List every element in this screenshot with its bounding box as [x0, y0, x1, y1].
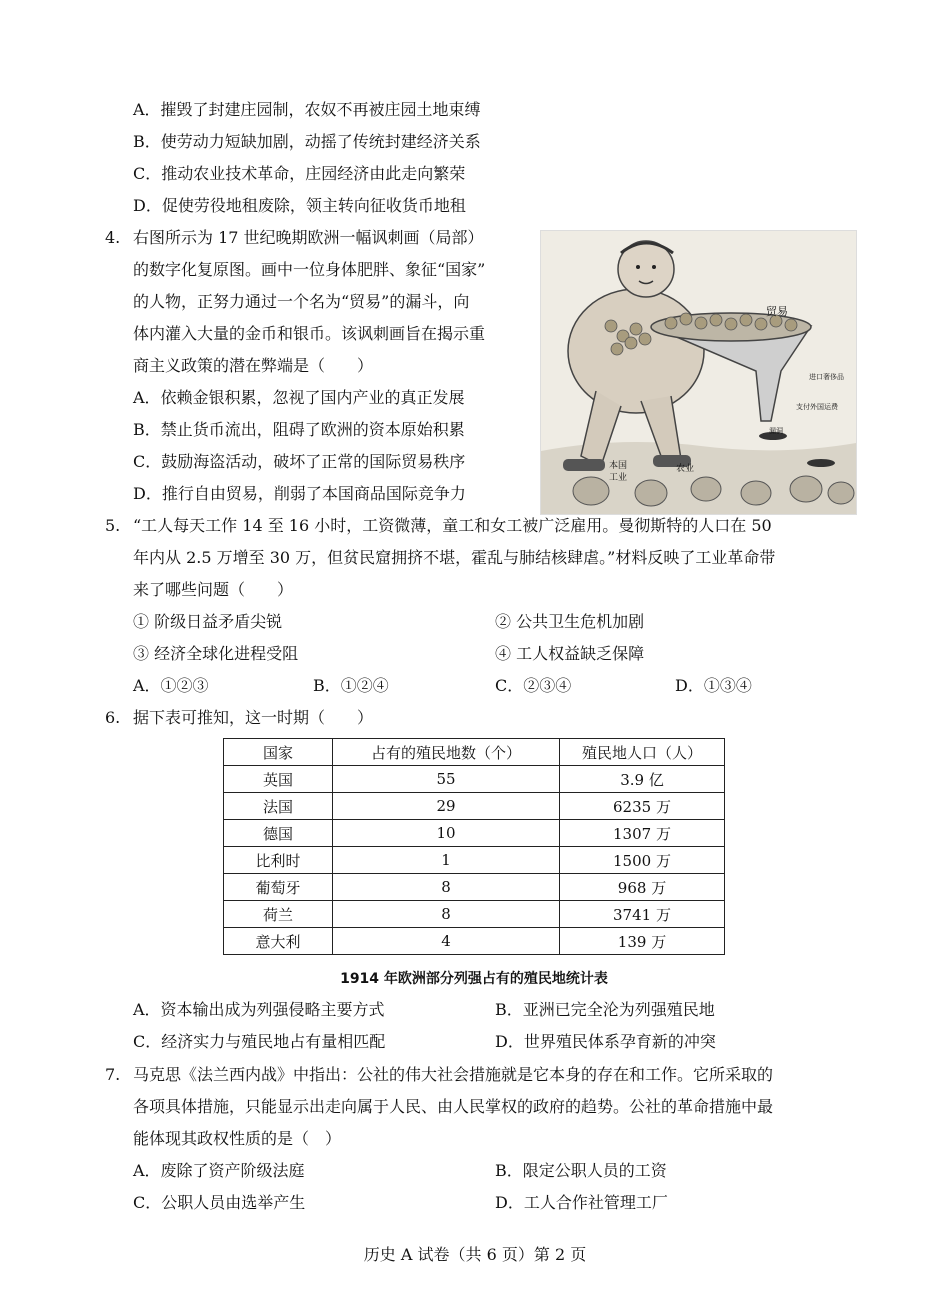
q3-option-c: C．推动农业技术革命，庄园经济由此走向繁荣	[133, 164, 466, 183]
q6-option-d: D．世界殖民体系孕育新的冲突	[495, 1032, 716, 1051]
q7-stem-line-1: 马克思《法兰西内战》中指出：公社的伟大社会措施就是它本身的存在和工作。它所采取的	[133, 1065, 774, 1084]
q5-stem-line-2: 年内从 2.5 万增至 30 万，但贫民窟拥挤不堪，霍乱与肺结核肆虐。”材料反映了工业革命带	[133, 548, 776, 567]
q7-option-b: B．限定公职人员的工资	[495, 1161, 667, 1180]
q4-option-c: C．鼓励海盗活动，破坏了正常的国际贸易秩序	[133, 452, 466, 471]
table-caption: 1914 年欧洲部分列强占有的殖民地统计表	[340, 971, 608, 987]
q3-option-a: A．摧毁了封建庄园制，农奴不再被庄园土地束缚	[133, 100, 481, 119]
table-header-country: 国家	[224, 739, 333, 766]
table-row	[224, 766, 725, 793]
q7-option-d: D．工人合作社管理工厂	[495, 1193, 668, 1212]
table-cell-country: 德国	[224, 820, 333, 847]
table-cell-population: 968 万	[560, 874, 725, 901]
q6-option-a: A．资本输出成为列强侵略主要方式	[133, 1000, 385, 1019]
q5-item-4: ④ 工人权益缺乏保障	[495, 644, 645, 663]
table-cell-colonies: 10	[333, 820, 560, 847]
figure-label-agri: 农业	[676, 464, 695, 474]
q5-number: 5.	[105, 516, 121, 535]
q4-option-d: D．推行自由贸易，削弱了本国商品国际竞争力	[133, 484, 466, 503]
q4-stem-line-4: 体内灌入大量的金币和银币。该讽刺画旨在揭示重	[133, 324, 486, 343]
q6-option-c: C．经济实力与殖民地占有量相匹配	[133, 1032, 386, 1051]
colony-table	[223, 738, 725, 955]
table-header-population: 殖民地人口（人）	[560, 739, 725, 766]
table-cell-country: 比利时	[224, 847, 333, 874]
q5-option-b: B．①②④	[313, 676, 389, 695]
figure-label-industry: 工业	[609, 473, 628, 483]
table-cell-population: 139 万	[560, 928, 725, 955]
table-cell-population: 1500 万	[560, 847, 725, 874]
q5-item-3: ③ 经济全球化进程受阻	[133, 644, 299, 663]
table-cell-colonies: 4	[333, 928, 560, 955]
table-header-colonies: 占有的殖民地数（个）	[333, 739, 560, 766]
table-cell-country: 法国	[224, 793, 333, 820]
q5-item-1: ① 阶级日益矛盾尖锐	[133, 612, 283, 631]
q5-option-a: A．①②③	[133, 676, 209, 695]
q7-stem-line-3: 能体现其政权性质的是（ ）	[133, 1129, 342, 1148]
figure-label-trade: 贸易	[766, 305, 788, 318]
q4-option-a: A．依赖金银积累，忽视了国内产业的真正发展	[133, 388, 465, 407]
table-row	[224, 820, 725, 847]
page-footer: 历史 A 试卷（共 6 页）第 2 页	[363, 1245, 587, 1264]
table-cell-population: 3741 万	[560, 901, 725, 928]
q3-option-d: D．促使劳役地租废除，领主转向征收货币地租	[133, 196, 466, 215]
table-row	[224, 901, 725, 928]
q5-stem-line-1: “工人每天工作 14 至 16 小时，工资微薄，童工和女工被广泛雇用。曼彻斯特的人口在 50	[133, 516, 772, 535]
table-row	[224, 847, 725, 874]
table-row	[224, 793, 725, 820]
q5-option-c: C．②③④	[495, 676, 572, 695]
q6-number: 6.	[105, 708, 121, 727]
table-cell-country: 荷兰	[224, 901, 333, 928]
table-cell-country: 意大利	[224, 928, 333, 955]
q7-stem-line-2: 各项具体措施，只能显示出走向属于人民、由人民掌权的政府的趋势。公社的革命措施中最	[133, 1097, 774, 1116]
figure-label-leak: 漏洞	[769, 427, 783, 435]
table-cell-colonies: 1	[333, 847, 560, 874]
table-header-row	[224, 739, 725, 766]
q5-option-d: D．①③④	[675, 676, 752, 695]
q4-stem-line-5: 商主义政策的潜在弊端是（ ）	[133, 356, 374, 375]
q6-stem: 据下表可推知，这一时期（ ）	[133, 708, 374, 727]
q3-option-b: B．使劳动力短缺加剧，动摇了传统封建经济关系	[133, 132, 481, 151]
table-cell-colonies: 8	[333, 874, 560, 901]
figure-label-domestic: 本国	[609, 461, 628, 471]
table-cell-population: 6235 万	[560, 793, 725, 820]
q5-item-2: ② 公共卫生危机加剧	[495, 612, 645, 631]
table-cell-colonies: 29	[333, 793, 560, 820]
q7-number: 7.	[105, 1065, 121, 1084]
table-cell-population: 3.9 亿	[560, 766, 725, 793]
figure-label-import: 进口奢侈品	[809, 373, 844, 381]
satire-drawing	[541, 231, 856, 514]
table-row	[224, 874, 725, 901]
table-cell-colonies: 55	[333, 766, 560, 793]
q4-stem-line-2: 的数字化复原图。画中一位身体肥胖、象征“国家”	[133, 260, 486, 279]
satire-illustration	[540, 230, 857, 515]
table-cell-colonies: 8	[333, 901, 560, 928]
q4-stem-line-3: 的人物，正努力通过一个名为“贸易”的漏斗，向	[133, 292, 470, 311]
q4-number: 4.	[105, 228, 121, 247]
table-cell-country: 英国	[224, 766, 333, 793]
q4-stem-line-1: 右图所示为 17 世纪晚期欧洲一幅讽刺画（局部）	[133, 228, 484, 247]
q4-option-b: B．禁止货币流出，阻碍了欧洲的资本原始积累	[133, 420, 465, 439]
q7-option-a: A．废除了资产阶级法庭	[133, 1161, 305, 1180]
table-row	[224, 928, 725, 955]
q5-stem-line-3: 来了哪些问题（ ）	[133, 580, 294, 599]
table-cell-country: 葡萄牙	[224, 874, 333, 901]
figure-label-pay: 支付外国运费	[796, 403, 838, 411]
q6-option-b: B．亚洲已完全沦为列强殖民地	[495, 1000, 715, 1019]
q7-option-c: C．公职人员由选举产生	[133, 1193, 306, 1212]
table-cell-population: 1307 万	[560, 820, 725, 847]
